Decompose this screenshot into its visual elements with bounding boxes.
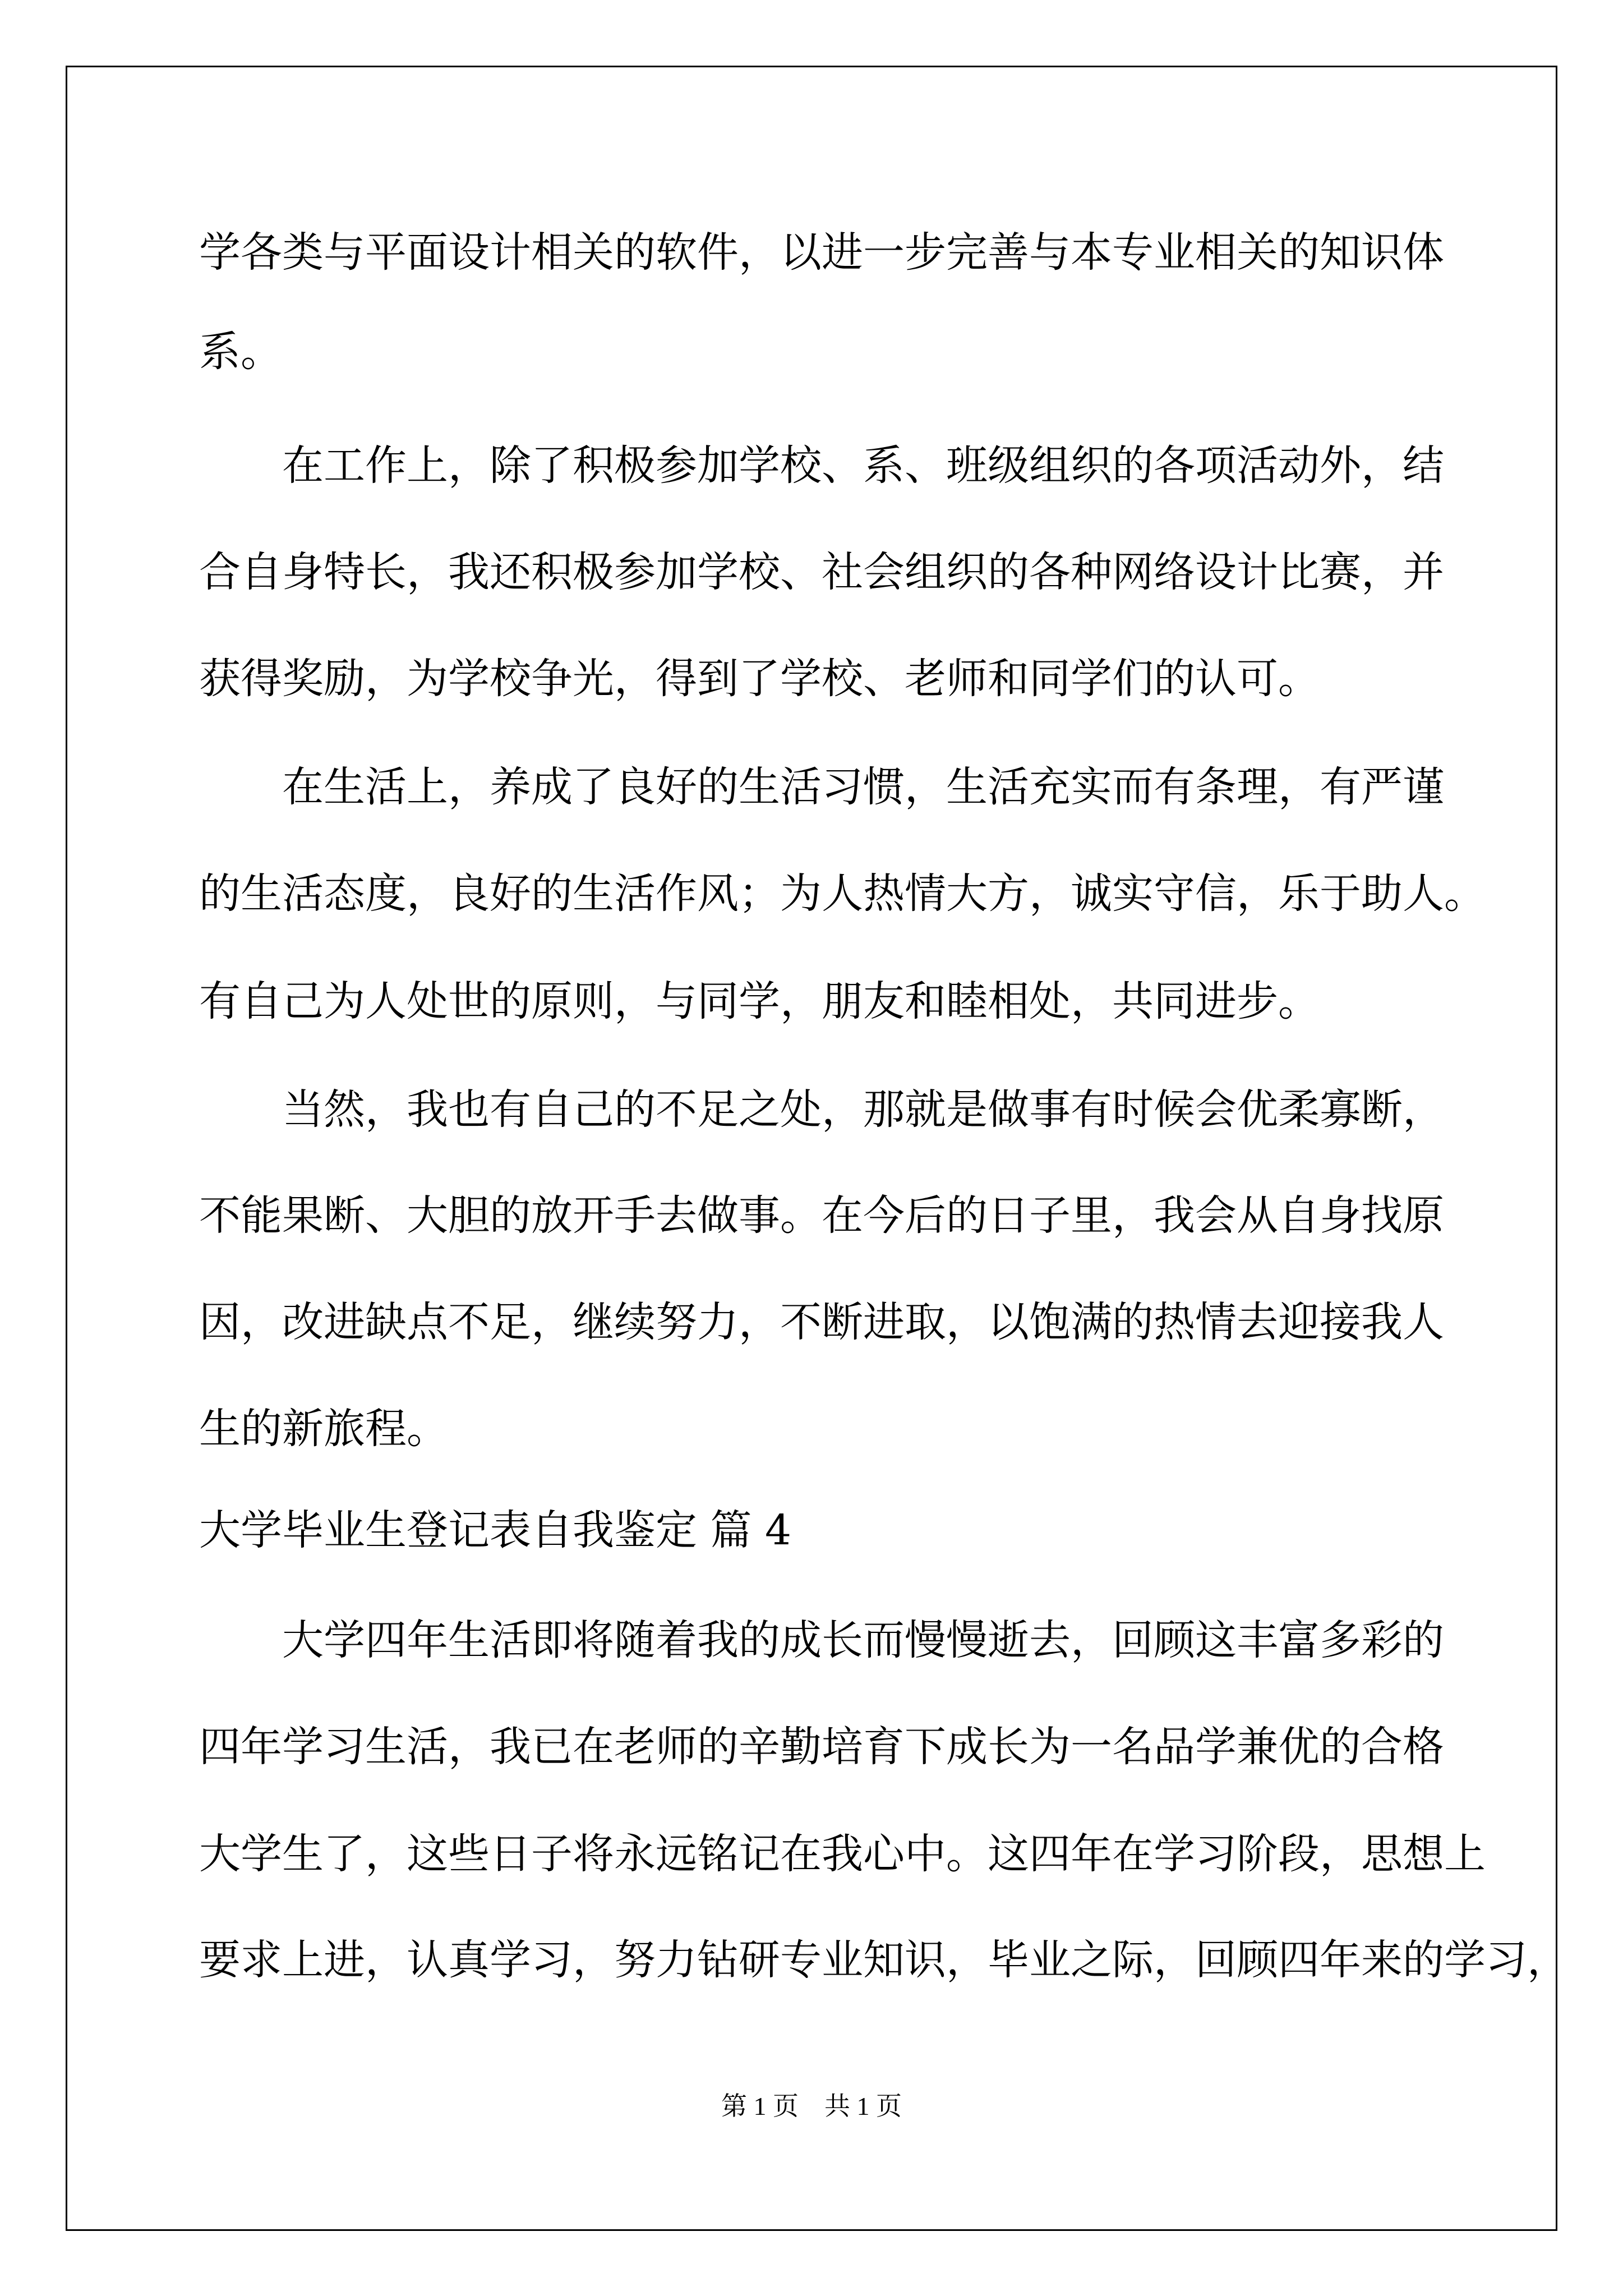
text-line: 四年学习生活，我已在老师的辛勤培育下成长为一名品学兼优的合格 [199,1723,1444,1771]
text-line: 系。 [199,328,282,376]
text-line: 的生活态度，良好的生活作风；为人热情大方，诚实守信，乐于助人。 [199,869,1486,918]
text-line: 有自己为人处世的原则，与同学，朋友和睦相处，共同进步。 [199,977,1320,1025]
text-line: 不能果断、大胆的放开手去做事。在今后的日子里，我会从自身找原 [199,1191,1444,1240]
text-line: 因，改进缺点不足，继续努力，不断进取，以饱满的热情去迎接我人 [199,1298,1444,1346]
text-line: 获得奖励，为学校争光，得到了学校、老师和同学们的认可。 [199,655,1320,703]
text-line: 在生活上，养成了良好的生活习惯，生活充实而有条理，有严谨 [199,763,1444,811]
text-line: 大学四年生活即将随着我的成长而慢慢逝去，回顾这丰富多彩的 [199,1616,1444,1664]
section-heading: 大学毕业生登记表自我鉴定 篇 4 [199,1506,792,1554]
text-line: 合自身特长，我还积极参加学校、社会组织的各种网络设计比赛，并 [199,548,1444,596]
page-border [66,66,1569,2231]
page-number: 第 1 页 共 1 页 [721,2092,902,2120]
text-line: 当然，我也有自己的不足之处，那就是做事有时候会优柔寡断， [199,1085,1444,1134]
text-line: 要求上进，认真学习，努力钻研专业知识，毕业之际，回顾四年来的学习， [199,1936,1569,1984]
text-line: 在工作上，除了积极参加学校、系、班级组织的各项活动外，结 [199,441,1444,490]
text-line: 学各类与平面设计相关的软件，以进一步完善与本专业相关的知识体 [199,228,1444,277]
text-line: 生的新旅程。 [199,1405,448,1453]
text-line: 大学生了，这些日子将永远铭记在我心中。这四年在学习阶段，思想上 [199,1830,1486,1878]
